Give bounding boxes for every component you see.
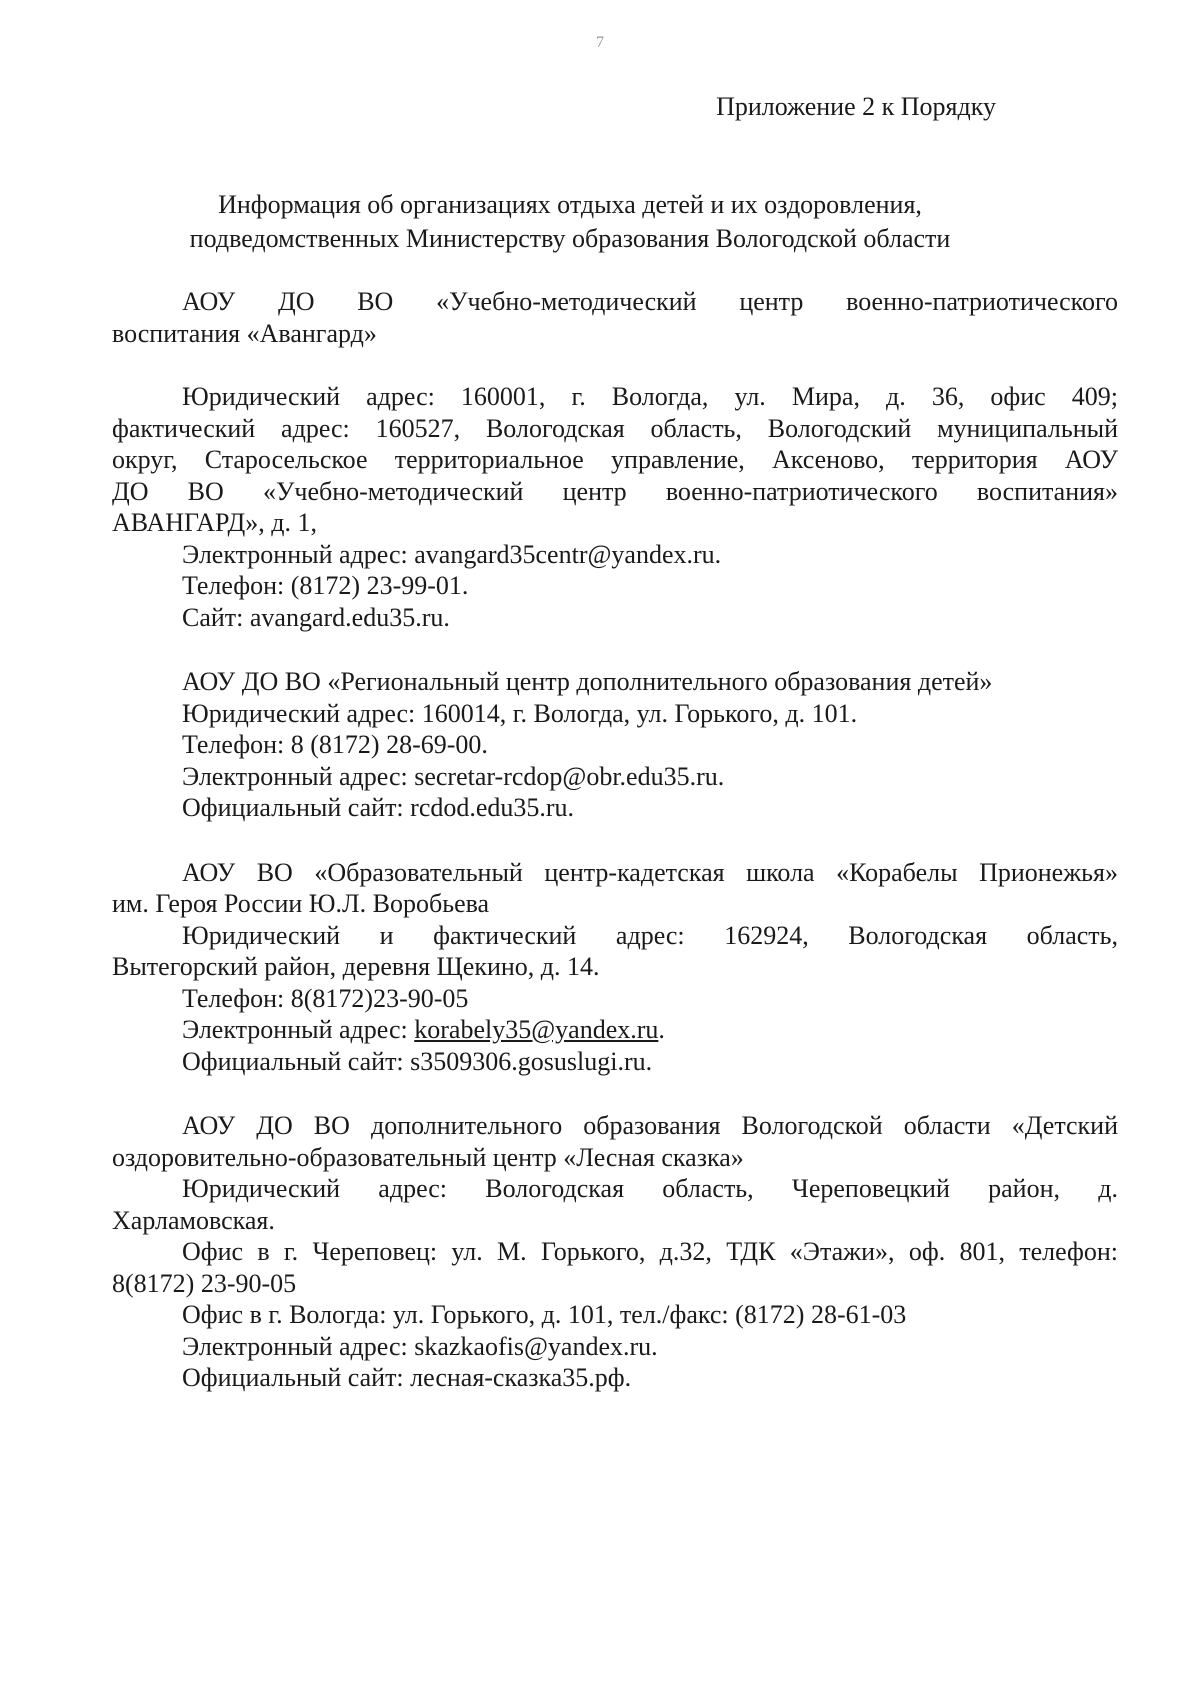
address-line: АВАНГАРД», д. 1,	[112, 508, 317, 537]
office-line: 8(8172) 23-90-05	[112, 1268, 297, 1298]
phone-line: Телефон: 8(8172)23-90-05	[182, 983, 469, 1013]
org-name-line: АОУ ДО ВО «Учебно-методический центр военно-патриотического	[182, 287, 1118, 316]
email-suffix: .	[658, 1015, 665, 1044]
org-avangard	[112, 286, 1118, 633]
site-line: Сайт: avangard.edu35.ru.	[182, 602, 450, 632]
org-name-line: им. Героя России Ю.Л. Воробьева	[112, 889, 490, 918]
email-line: Электронный адрес: avangard35centr@yandex.ru.	[182, 539, 722, 569]
site-line: Официальный сайт: rcdod.edu35.ru.	[182, 793, 575, 822]
address-line: Юридический и фактический адрес: 162924, Вологодская область,	[182, 920, 1118, 950]
email-link[interactable]: korabely35@yandex.ru	[414, 1015, 659, 1044]
phone-line: Телефон: 8 (8172) 28-69-00.	[182, 730, 488, 759]
org-name-line: АОУ ДО ВО «Региональный центр дополнительного образования детей»	[182, 667, 993, 696]
org-rcdod	[112, 666, 1118, 824]
appendix-label: Приложение 2 к Порядку	[716, 92, 996, 121]
email-line	[112, 1014, 1118, 1046]
org-name-line: АОУ ВО «Образовательный центр-кадетская школа «Корабелы Прионежья»	[182, 857, 1118, 887]
address-line: Харламовская.	[112, 1205, 275, 1235]
email-label: Электронный адрес:	[182, 1015, 415, 1044]
address-line: Юридический адрес: 160014, г. Вологда, ул. Горького, д. 101.	[182, 698, 858, 728]
address-line: фактический адрес: 160527, Вологодская область, Вологодский муниципальный	[112, 413, 1118, 443]
document-title-line-2: подведомственных Министерству образования Вологодской области	[189, 224, 951, 253]
office-line: Офис в г. Вологда: ул. Горького, д. 101, тел./факс: (8172) 28-61-03	[182, 1300, 907, 1329]
document-title	[0, 188, 1140, 256]
org-name-line: воспитания «Авангард»	[112, 318, 377, 348]
org-name-line: АОУ ДО ВО дополнительного образования Вологодской области «Детский	[182, 1111, 1118, 1140]
address-line: округ, Старосельское территориальное управление, Аксеново, территория АОУ	[112, 445, 1118, 474]
phone-line: Телефон: (8172) 23-99-01.	[182, 571, 469, 600]
site-line: Официальный сайт: лесная-сказка35.рф.	[182, 1363, 632, 1392]
office-line: Офис в г. Череповец: ул. М. Горького, д.32, ТДК «Этажи», оф. 801, телефон:	[182, 1237, 1118, 1266]
org-name-line: оздоровительно-образовательный центр «Лесная сказка»	[112, 1142, 744, 1172]
document-body	[112, 286, 1118, 1394]
document-title-line-1: Информация об организациях отдыха детей и их оздоровления,	[218, 190, 922, 219]
address-line: Юридический адрес: 160001, г. Вологда, ул. Мира, д. 36, офис 409;	[182, 382, 1118, 411]
email-line: Электронный адрес: secretar-rcdop@obr.edu35.ru.	[182, 761, 725, 791]
address-line: ДО ВО «Учебно-методический центр военно-патриотического воспитания»	[112, 476, 1118, 506]
org-lesnaya-skazka	[112, 1110, 1118, 1394]
address-line: Вытегорский район, деревня Щекино, д. 14.	[112, 952, 600, 981]
email-line: Электронный адрес: skazkaofis@yandex.ru.	[182, 1331, 658, 1361]
site-line: Официальный сайт: s3509306.gosuslugi.ru.	[182, 1046, 653, 1076]
page-number: 7	[596, 34, 604, 51]
address-line: Юридический адрес: Вологодская область, Череповецкий район, д.	[182, 1174, 1118, 1203]
org-korabely	[112, 857, 1118, 1078]
